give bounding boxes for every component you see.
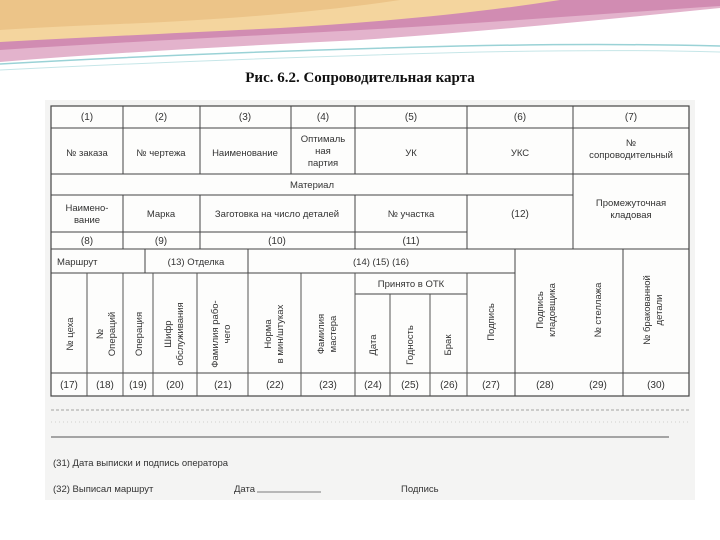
cell-10: (10) [268, 236, 286, 247]
optimal-batch-label-3: партия [307, 158, 339, 169]
route-written-line: (32) Выписал маршрут [53, 484, 154, 495]
master-label-2: мастера [328, 315, 339, 353]
date-signature-operator-line: (31) Дата выписки и подпись оператора [53, 458, 229, 469]
worker-label-2: чего [222, 324, 233, 344]
rack-no-label: № стеллажа [593, 282, 604, 338]
accomp-no-label-1: № [625, 138, 637, 149]
code-label-2: обслуживания [175, 302, 186, 366]
cell-2: (2) [154, 112, 168, 123]
signature-col-label: Подпись [486, 303, 497, 341]
cell-1: (1) [80, 112, 94, 123]
cell-23: (23) [319, 380, 337, 391]
cell-25: (25) [401, 380, 419, 391]
uks-label: УКС [510, 148, 530, 159]
cell-24: (24) [364, 380, 382, 391]
page-title: Рис. 6.2. Сопроводительная карта [245, 70, 475, 86]
cell-3: (3) [238, 112, 252, 123]
optimal-batch-label-1: Оптималь [300, 134, 346, 145]
operation-no-label-1: № [95, 328, 106, 340]
rejected-no-label-1: № бракованной [642, 275, 653, 345]
footer-date-label: Дата [234, 484, 256, 495]
cell-18: (18) [96, 380, 114, 391]
workshop-no-label: № цеха [65, 317, 76, 351]
defect-label: Брак [443, 334, 454, 356]
cell-9: (9) [154, 236, 168, 247]
name-label: Наименование [212, 148, 278, 159]
cell-12: (12) [511, 209, 529, 220]
cell-21: (21) [214, 380, 232, 391]
cell-17: (17) [60, 380, 78, 391]
storage-label-2: кладовая [610, 210, 652, 221]
cell-6: (6) [513, 112, 527, 123]
blank-label: Заготовка на число деталей [214, 209, 340, 220]
operation-no-label-2: Операций [107, 311, 118, 357]
norm-label-1: Норма [263, 319, 274, 349]
site-no-label: № участка [387, 209, 435, 220]
cell-8: (8) [80, 236, 94, 247]
cell-29: (29) [589, 380, 607, 391]
cell-11: (11) [402, 236, 420, 247]
cell-20: (20) [166, 380, 184, 391]
cell-30: (30) [647, 380, 665, 391]
good-label: Годность [405, 325, 416, 365]
cell-7: (7) [624, 112, 638, 123]
material-label: Материал [289, 180, 335, 191]
cell-19: (19) [129, 380, 147, 391]
cells-14-16: (14) (15) (16) [353, 257, 409, 268]
accompanying-card-form [45, 100, 695, 500]
norm-label-2: в мин/штуках [275, 304, 286, 364]
date-label: Дата [368, 334, 379, 356]
order-no-label: № заказа [66, 148, 108, 159]
accomp-no-label-2: сопроводительный [589, 150, 673, 161]
cell-26: (26) [440, 380, 458, 391]
brand-label: Марка [146, 209, 176, 220]
item-name-label-1: Наимено- [65, 203, 109, 214]
rejected-no-label-2: детали [654, 294, 665, 326]
cell-5: (5) [404, 112, 418, 123]
storage-label-1: Промежуточная [595, 198, 667, 209]
storekeeper-label-1: Подпись [535, 291, 546, 329]
cell-27: (27) [482, 380, 500, 391]
worker-label-1: Фамилия рабо- [210, 300, 221, 368]
operation-label: Операция [134, 311, 145, 357]
drawing-no-label: № чертежа [136, 148, 186, 159]
footer-signature-label: Подпись [401, 484, 439, 495]
code-label-1: Шифр [163, 320, 174, 348]
otk-label: Принято в ОТК [377, 279, 445, 290]
item-name-label-2: вание [73, 215, 101, 226]
cell-22: (22) [266, 380, 284, 391]
cell-4: (4) [316, 112, 330, 123]
storekeeper-label-2: кладовщика [547, 283, 558, 337]
uk-label: УК [405, 148, 417, 159]
optimal-batch-label-2: ная [315, 146, 331, 157]
dept-label: (13) Отделка [167, 257, 225, 268]
master-label-1: Фамилия [316, 313, 327, 355]
route-label: Маршрут [57, 257, 98, 268]
cell-28: (28) [536, 380, 554, 391]
